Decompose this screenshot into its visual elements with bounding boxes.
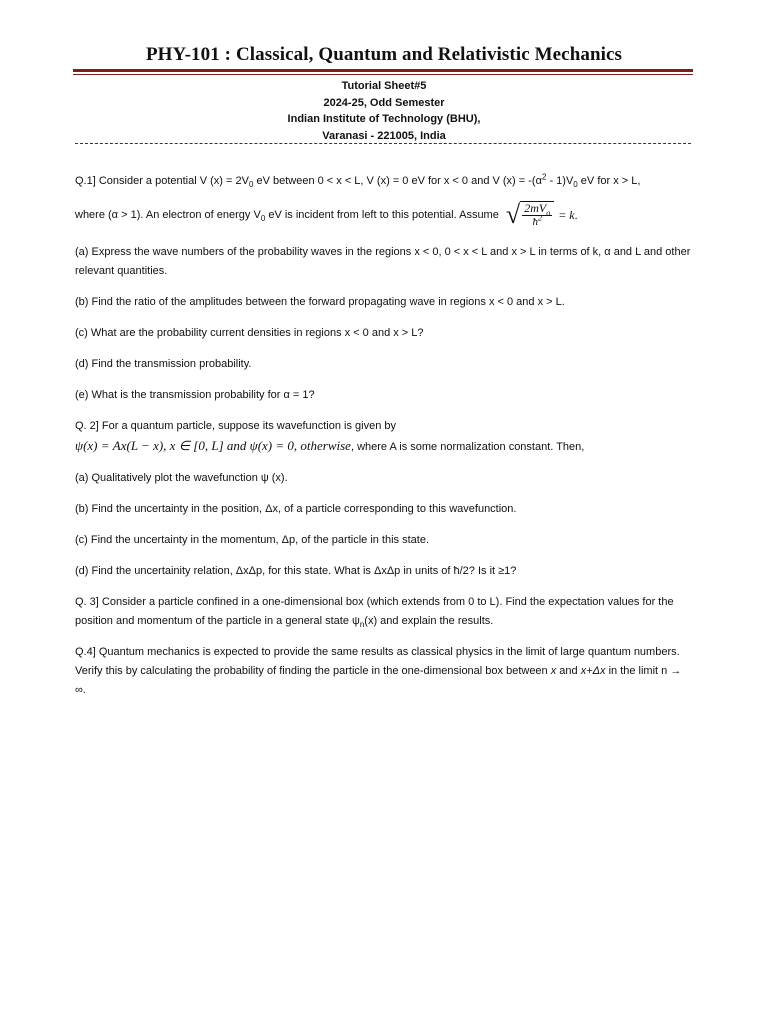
q2-part-a: (a) Qualitatively plot the wavefunction ψ (x). <box>75 472 288 484</box>
institute: Indian Institute of Technology (BHU), <box>287 113 481 125</box>
q1-part-b: (b) Find the ratio of the amplitudes between the forward propagating wave in regions x < 0 and x > L. <box>75 296 565 308</box>
q1-line2: where (α > 1). An electron of energy $V_0$ eV is incident from left to this potential. Assume √ $\frac{2mV_o}{ħ^2}$ = k . <box>75 200 578 229</box>
q1-part-d: (d) Find the transmission probability. <box>75 358 252 370</box>
city: Varanasi - 221005, India <box>322 129 446 142</box>
q2-part-b: (b) Find the uncertainty in the position, Δx, of a particle corresponding to this wavefunction. <box>75 503 517 515</box>
q1-part-a: (a) Express the wave numbers of the probability waves in the regions x < 0, 0 < x < L and x > L in terms of k, α and L and other relevant quantities. <box>75 246 691 277</box>
q1-part-e: (e) What is the transmission probability for α = 1? <box>75 389 315 401</box>
questions-body <box>75 172 695 700</box>
sheet-header <box>0 78 768 144</box>
wavefunction-formula: ψ(x) = Ax(L − x), x ∈ [0, L] and ψ(x) = 0, otherwise <box>75 438 351 453</box>
q2-part-d: (d) Find the uncertainity relation, ΔxΔp, for this state. What is ΔxΔp in units of ħ/2? Is it ≥1? <box>75 565 517 577</box>
q2-part-c: (c) Find the uncertainty in the momentum, Δp, of the particle in this state. <box>75 534 430 546</box>
q2-intro: Q. 2] For a quantum particle, suppose its wavefunction is given by <box>75 420 396 432</box>
q4-text: Q.4] Quantum mechanics is expected to provide the same results as classical physics in the limit of large quantum numbers. Verify this by calculating the probability of finding the particle in the one-dimensional box between x and x+Δx in the limit n → ∞. <box>75 646 682 696</box>
title-rule-thin <box>73 74 693 75</box>
page-title: PHY-101 : Classical, Quantum and Relativistic Mechanics <box>145 44 623 65</box>
q1-intro: Q.1] Consider a potential V $(x) = 2V_0$ eV between 0 < x < L, V (x) = 0 eV for x < 0 and V $(x) = -(\alpha^2 - 1)V_0$ eV for x > L, <box>75 172 641 190</box>
title-rule-thick <box>73 69 693 72</box>
q2-formula-line: ψ(x) = Ax(L − x), x ∈ [0, L] and ψ(x) = 0, otherwise, where A is some normalization constant. Then, <box>75 438 585 453</box>
q3-text: Q. 3] Consider a particle confined in a one-dimensional box (which extends from 0 to L). Find the expectation values for the position and momentum of the particle in a general state $\psi_n(x)$ and explain the results. <box>75 596 674 630</box>
sheet-number: Tutorial Sheet#5 <box>341 80 427 92</box>
dashed-divider <box>75 143 691 144</box>
k-definition-formula: √ $\frac{2mV_o}{ħ^2}$ = k . <box>505 200 578 229</box>
q1-part-c: (c) What are the probability current densities in regions x < 0 and x > L? <box>75 327 424 339</box>
semester: 2024-25, Odd Semester <box>323 96 445 109</box>
sqrt-sign-icon: √ <box>505 200 521 229</box>
